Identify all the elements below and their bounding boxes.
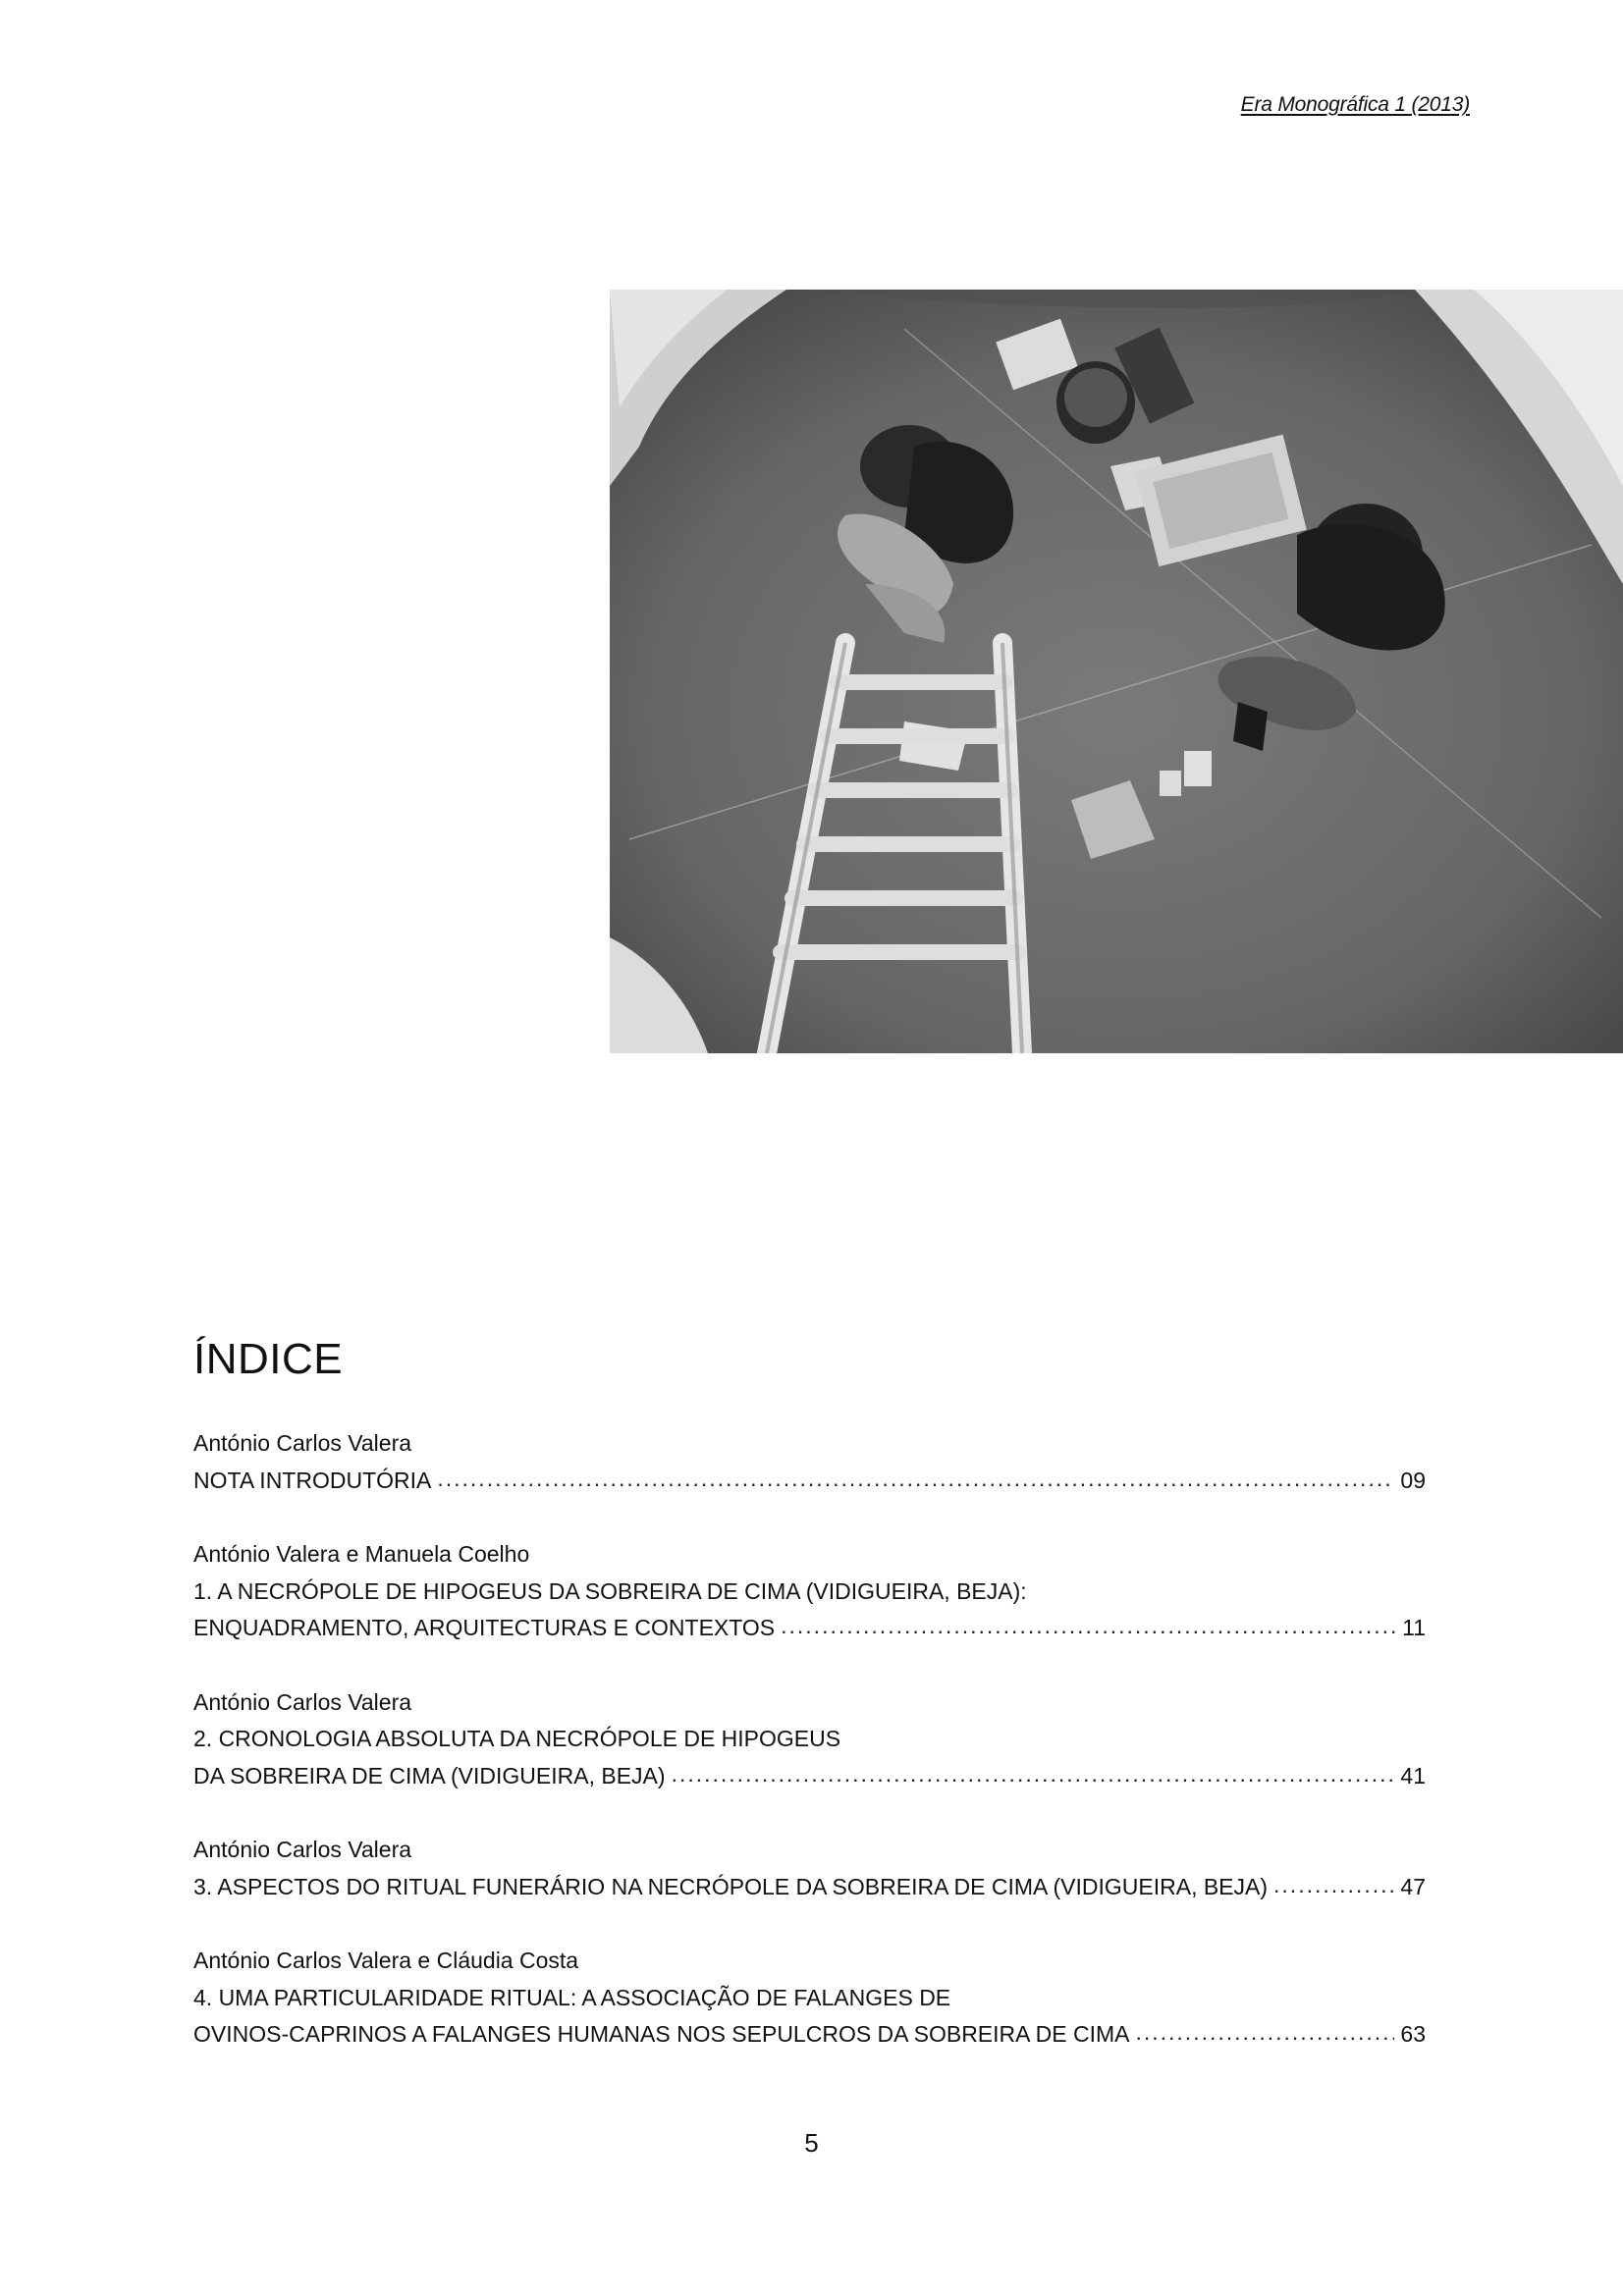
toc-title: OVINOS-CAPRINOS A FALANGES HUMANAS NOS SEPULCROS DA SOBREIRA DE CIMA (193, 2021, 1130, 2047)
toc-title: 4. UMA PARTICULARIDADE RITUAL: A ASSOCIAÇÃO DE FALANGES DE (193, 1984, 951, 2010)
toc-title-line (193, 2016, 1426, 2054)
photo-excavation-pit-icon (610, 290, 1623, 1053)
page-number: 5 (804, 2128, 819, 2158)
toc-title: 1. A NECRÓPOLE DE HIPOGEUS DA SOBREIRA DE CIMA (VIDIGUEIRA, BEJA): (193, 1577, 1027, 1604)
toc-title: 3. ASPECTOS DO RITUAL FUNERÁRIO NA NECRÓPOLE DA SOBREIRA DE CIMA (VIDIGUEIRA, BEJA) (193, 1873, 1269, 1899)
toc-page-number: 47 (1400, 1873, 1426, 1899)
toc-author: António Carlos Valera (193, 1688, 412, 1715)
toc-entry[interactable] (193, 1536, 1426, 1647)
dot-leader (1273, 1867, 1394, 1904)
toc-title: DA SOBREIRA DE CIMA (VIDIGUEIRA, BEJA) (193, 1762, 666, 1789)
toc-title-line (193, 1463, 1426, 1500)
toc-author: António Carlos Valera (193, 1837, 412, 1862)
excavation-photo (610, 290, 1623, 1053)
toc-author: António Carlos Valera (193, 1430, 412, 1456)
toc-entry[interactable] (193, 1832, 1426, 1905)
toc-title-line (193, 1869, 1426, 1906)
toc-author: António Carlos Valera e Cláudia Costa (193, 1948, 579, 1973)
toc-title-line (193, 1758, 1426, 1795)
toc-page-number: 41 (1400, 1762, 1426, 1789)
toc-page-number: 63 (1400, 2021, 1426, 2047)
table-of-contents (193, 1425, 1426, 2091)
dot-leader (672, 1756, 1395, 1793)
toc-title-line (193, 1610, 1426, 1647)
toc-title: ENQUADRAMENTO, ARQUITECTURAS E CONTEXTOS (193, 1615, 776, 1640)
toc-entry[interactable] (193, 1943, 1426, 2054)
toc-page-number: 11 (1402, 1615, 1426, 1640)
dot-leader (437, 1461, 1394, 1498)
toc-title: NOTA INTRODUTÓRIA (193, 1467, 432, 1493)
toc-heading: ÍNDICE (193, 1335, 344, 1383)
dot-leader (1135, 2014, 1394, 2052)
toc-page-number: 09 (1400, 1467, 1426, 1493)
dot-leader (781, 1608, 1396, 1645)
toc-author: António Valera e Manuela Coelho (193, 1541, 530, 1567)
running-head: Era Monográfica 1 (2013) (1240, 93, 1470, 116)
toc-entry[interactable] (193, 1425, 1426, 1499)
toc-entry[interactable] (193, 1684, 1426, 1795)
toc-title: 2. CRONOLOGIA ABSOLUTA DA NECRÓPOLE DE HIPOGEUS (193, 1726, 841, 1751)
